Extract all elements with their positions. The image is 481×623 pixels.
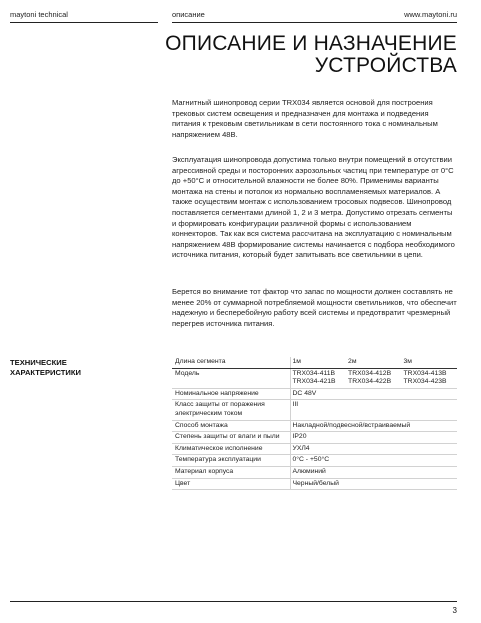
- spec-value: Черный/белый: [290, 478, 457, 490]
- specs-header-row: [172, 357, 457, 368]
- specs-model-1m: [290, 368, 346, 388]
- header-divider-right: [172, 22, 457, 23]
- spec-label: Способ монтажа: [172, 420, 290, 432]
- specs-model-2m: [346, 368, 401, 388]
- model-412b: TRX034-412B: [348, 369, 392, 377]
- table-row: [172, 400, 457, 420]
- model-413b: TRX034-413B: [403, 369, 447, 377]
- page-title: [157, 33, 457, 77]
- spec-value: 0°С - +50°С: [290, 455, 457, 467]
- site-header: www.maytoni.ru: [404, 10, 457, 19]
- specs-model-label: Модель: [172, 368, 290, 388]
- table-row: [172, 466, 457, 478]
- spec-label: Степень защиты от влаги и пыли: [172, 432, 290, 444]
- specs-header-1m: 1м: [290, 357, 346, 368]
- table-row: [172, 388, 457, 400]
- table-row: [172, 420, 457, 432]
- spec-label: Температура эксплуатации: [172, 455, 290, 467]
- table-row: [172, 443, 457, 455]
- model-422b: TRX034-422B: [348, 378, 392, 386]
- page-title-line-1: ОПИСАНИЕ И НАЗНАЧЕНИЕ: [165, 32, 457, 55]
- specs-title-line-1: ТЕХНИЧЕСКИЕ: [10, 358, 67, 367]
- specs-title-line-2: ХАРАКТЕРИСТИКИ: [10, 368, 81, 377]
- spec-label: Цвет: [172, 478, 290, 490]
- table-row: [172, 478, 457, 490]
- paragraph-purpose: Магнитный шинопровод серии TRX034 является основой для построения трековых систем освещения и предназначен для монтажа и подведения питания к трековым светильникам в сети постоянного тока с номинальным напряжением 48В.: [172, 98, 438, 139]
- model-421b: TRX034-421B: [292, 378, 336, 386]
- specs-model-row: [172, 368, 457, 388]
- spec-value: IP20: [290, 432, 457, 444]
- paragraph-operation: Эксплуатация шинопровода допустима только внутри помещений в отсутствии агрессивной среды и посторонних аэрозольных частиц при температуре от 0°С до +50°С и относительной влажности не более 80%. Применимы варианты монтажа на стены и потолок из нормально воспламеняемых материалов. А также осуществим монтаж с использованием тросовых подвесов. Шинопровод поставляется сегментами длиной 1, 2 и 3 метра. Допустимо отрезать сегменты и формировать конфигурации различной формы с использованием коннекторов. Так как вся система рассчитана на эксплуатацию с номинальным напряжением 48В формирование системы начинается с подбора необходимого источника питания, который будет запитывать все светильники в цепи.: [172, 155, 455, 260]
- spec-label: Климатическое исполнение: [172, 443, 290, 455]
- model-423b: TRX034-423B: [403, 378, 447, 386]
- specs-header-label: Длина сегмента: [172, 357, 290, 368]
- specs-model-3m: [402, 368, 457, 388]
- specs-section-title: [10, 358, 130, 378]
- section-header: описание: [172, 10, 205, 19]
- page-title-line-2: УСТРОЙСТВА: [314, 54, 457, 77]
- header-divider-left: [10, 22, 158, 23]
- spec-value: DC 48V: [290, 388, 457, 400]
- specs-table: [172, 357, 457, 490]
- model-411b: TRX034-411B: [292, 369, 336, 377]
- table-row: [172, 432, 457, 444]
- spec-value: Алюминий: [290, 466, 457, 478]
- table-row: [172, 455, 457, 467]
- footer-divider: [10, 601, 457, 602]
- spec-label: Класс защиты от поражения электрическим током: [172, 400, 290, 420]
- brand-header: maytoni technical: [10, 10, 68, 19]
- spec-value: III: [290, 400, 457, 420]
- paragraph-power-reserve: Берется во внимание тот фактор что запас по мощности должен составлять не менее 20% от суммарной потребляемой мощности светильников, что обеспечит надежную и бесперебойную работу всей системы и предотвратит чрезмерный перегрев источника питания.: [172, 287, 457, 328]
- page-number: 3: [452, 606, 457, 615]
- spec-value: УХЛ4: [290, 443, 457, 455]
- spec-label: Материал корпуса: [172, 466, 290, 478]
- specs-header-2m: 2м: [346, 357, 401, 368]
- specs-header-3m: 3м: [402, 357, 457, 368]
- spec-label: Номинальное напряжение: [172, 388, 290, 400]
- spec-value: Накладной/подвесной/встраиваемый: [290, 420, 457, 432]
